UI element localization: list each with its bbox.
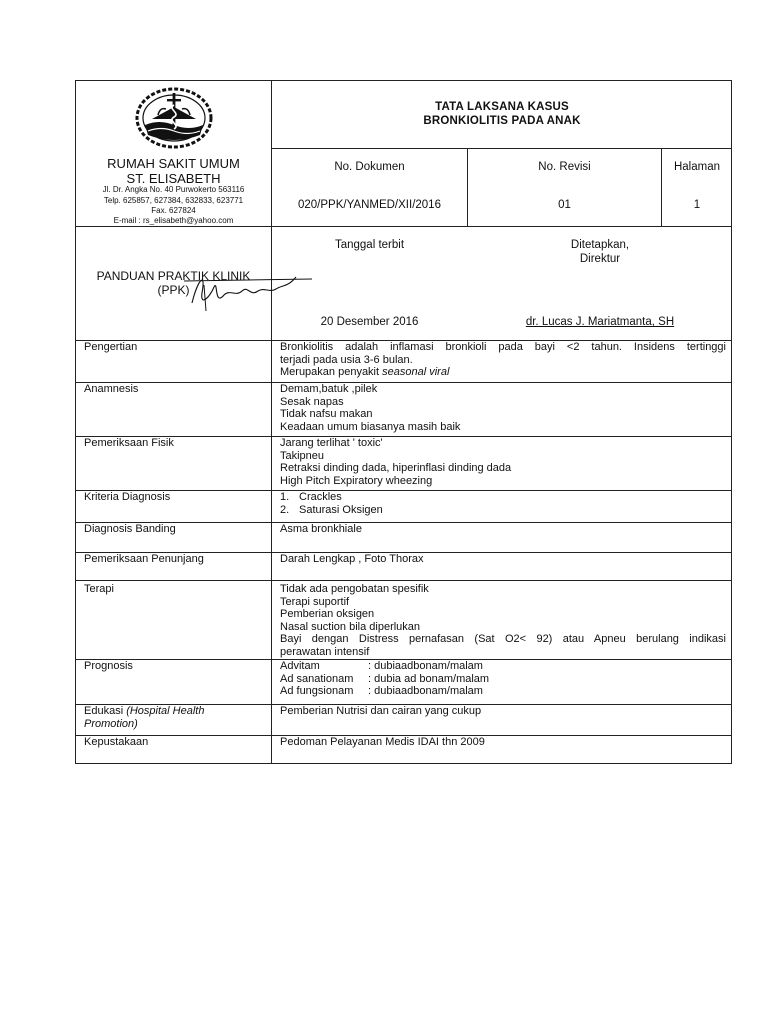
prognosis-item (280, 673, 726, 686)
column-divider (271, 81, 272, 764)
list-item: Sesak napas (280, 395, 344, 408)
hospital-name: ST. ELISABETH (126, 171, 221, 186)
item-text: Crackles (299, 491, 342, 503)
row-label-pemeriksaan-penunjang: Pemeriksaan Penunjang (84, 553, 204, 565)
edukasi-label-line (84, 718, 264, 731)
guide-title: PANDUAN PRAKTIK KLINIK (96, 269, 251, 283)
page-label: Halaman (673, 161, 721, 173)
list-item: Nasal suction bila diperlukan (280, 620, 421, 633)
item-number: 1. (280, 491, 290, 503)
guide-abbreviation: (PPK) (157, 283, 190, 297)
list-item: Retraksi dinding dada, hiperinflasi dinding dada (280, 462, 512, 474)
row-content-pemeriksaan-fisik (280, 437, 726, 487)
prognosis-item (280, 660, 726, 673)
row-divider (271, 148, 732, 149)
document-title: TATA LAKSANA KASUS (435, 101, 569, 113)
director-label: Direktur (579, 253, 621, 265)
row-label-kepustakaan: Kepustakaan (84, 736, 149, 748)
row-content-prognosis (280, 660, 726, 698)
page-value: 1 (693, 199, 701, 211)
doc-number-label: No. Dokumen (334, 161, 405, 173)
row-label-pemeriksaan-fisik: Pemeriksaan Fisik (84, 437, 174, 449)
row-label-terapi: Terapi (84, 583, 114, 595)
numbered-item (280, 491, 726, 504)
row-content-kepustakaan: Pedoman Pelayanan Medis IDAI thn 2009 (280, 736, 485, 748)
hospital-phone: Telp. 625857, 627384, 632833, 623771 (103, 196, 244, 205)
definition-emphasis: seasonal viral (382, 366, 450, 378)
prognosis-key: Advitam (280, 660, 320, 672)
list-item: Demam,batuk ,pilek (280, 383, 378, 395)
edukasi-label-emphasis: (Hospital Health (126, 705, 205, 717)
definition-line: Bronkiolitis adalah inflamasi bronkioli pada bayi <2 tahun. Insidens tertinggi (280, 341, 726, 353)
row-label-prognosis: Prognosis (84, 660, 133, 672)
list-item: High Pitch Expiratory wheezing (280, 474, 433, 487)
prognosis-key: Ad fungsionam (280, 685, 354, 697)
set-by-label: Ditetapkan, (570, 239, 630, 251)
revision-value: 01 (558, 199, 571, 211)
row-label-anamnesis: Anamnesis (84, 383, 139, 395)
prognosis-item (280, 685, 726, 698)
row-label-edukasi (84, 705, 264, 730)
item-number: 2. (280, 503, 290, 516)
prognosis-key: Ad sanationam (280, 672, 354, 685)
edukasi-label-line (84, 705, 264, 718)
numbered-item (280, 504, 726, 517)
hospital-address: Jl. Dr. Angka No. 40 Purwokerto 563116 (102, 185, 245, 194)
doc-number-value: 020/PPK/YANMED/XII/2016 (298, 199, 441, 211)
issue-date-value: 20 Desember 2016 (320, 316, 419, 328)
list-item: Bayi dengan Distress pernafasan (Sat O2< 92) atau Apneu berulang indikasi (280, 633, 726, 645)
prognosis-value: : dubiaadbonam/malam (368, 660, 483, 672)
edukasi-label-emphasis: Promotion) (84, 717, 138, 730)
hospital-email: E-mail : rs_elisabeth@yahoo.com (113, 216, 234, 225)
row-divider (76, 580, 732, 581)
list-item: Pemberian oksigen (280, 608, 375, 620)
row-divider (76, 226, 732, 227)
hospital-logo-icon (134, 85, 214, 151)
prognosis-value: : dubia ad bonam/malam (368, 672, 490, 685)
row-content-pengertian (280, 341, 726, 379)
issue-date-label: Tanggal terbit (334, 239, 405, 251)
director-name: dr. Lucas J. Mariatmanta, SH (525, 316, 675, 328)
row-label-diagnosis-banding: Diagnosis Banding (84, 523, 176, 535)
definition-line: terjadi pada usia 3-6 bulan. (280, 353, 413, 366)
row-content-diagnosis-banding: Asma bronkhiale (280, 523, 362, 535)
row-content-terapi (280, 583, 726, 658)
list-item: Tidak ada pengobatan spesifik (280, 583, 429, 595)
hospital-name: RUMAH SAKIT UMUM (107, 156, 240, 171)
list-item: Keadaan umum biasanya masih baik (280, 420, 461, 433)
hospital-fax: Fax. 627824 (151, 206, 196, 215)
row-content-kriteria-diagnosis (280, 491, 726, 516)
document-subtitle: BRONKIOLITIS PADA ANAK (423, 115, 581, 127)
ppk-document (75, 80, 732, 764)
row-content-pemeriksaan-penunjang: Darah Lengkap , Foto Thorax (280, 553, 424, 565)
list-item: Takipneu (280, 449, 325, 462)
definition-text: Merupakan penyakit (280, 366, 383, 378)
row-content-anamnesis (280, 383, 726, 433)
item-text: Saturasi Oksigen (299, 503, 383, 516)
director-signature (184, 267, 312, 315)
list-item: Terapi suportif (280, 595, 350, 608)
list-item: perawatan intensif (280, 645, 370, 658)
row-label-pengertian: Pengertian (84, 341, 138, 353)
edukasi-label-text: Edukasi (84, 705, 127, 717)
prognosis-value: : dubiaadbonam/malam (368, 685, 483, 697)
revision-label: No. Revisi (538, 161, 591, 173)
list-item: Tidak nafsu makan (280, 408, 373, 420)
row-content-edukasi: Pemberian Nutrisi dan cairan yang cukup (280, 705, 482, 717)
row-label-kriteria-diagnosis: Kriteria Diagnosis (84, 491, 171, 503)
list-item: Jarang terlihat ' toxic' (280, 437, 383, 449)
definition-line (280, 366, 726, 379)
